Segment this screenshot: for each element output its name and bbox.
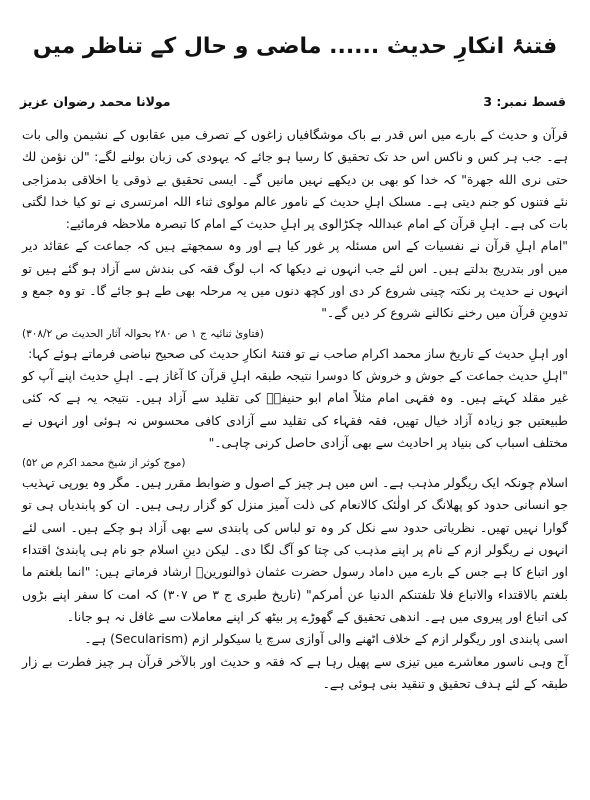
article-meta <box>20 94 566 116</box>
body-paragraph: قرآن و حدیث کے بارے میں اس قدر بے باک موشگافیاں زاغوں کے تصرف میں عقابوں کے نشیمن والی بات ہے۔ جب ہر کس و ناکس اس حد تک تحقیق کا رسیا ہو جائے کہ یہودی کی زبان بولنے لگے: "لن نؤمن لك حتى نرى الله جهرة" کہ خدا کو بھی بن دیکھے نہیں مانیں گے۔ ایسی تحقیق بے ذوقی یا اخلاقی بدمزاجی نئے فتنوں کو جنم دیتی ہے۔ مسلک اہلِ حدیث کے نامور عالم مولوی ثناء اللہ امرتسری نے تو کیا خدا لگتی بات کی ہے۔ اہلِ قرآن کے امام عبداللہ چکڑالوی پر اہلِ حدیث کے امام کا تبصرہ ملاحظہ فرمائیے: <box>22 127 568 232</box>
body-paragraph: اسی پابندی اور ریگولر ازم کے خلاف اٹھنے والی آوازی سرچ یا سیکولر ازم (Secularism) ہے۔ <box>84 631 568 647</box>
body-paragraph: آج وہی ناسور معاشرے میں تیزی سے پھیل رہا ہے کہ فقہ و حدیث اور بالآخر قرآن ہر چیز فطرت بے زار طبقہ کے لئے ہدف تحقیق و تنقید بنی ہوئی ہے۔ <box>22 653 568 691</box>
part-number-label: قسط نمبر: 3 <box>483 94 566 109</box>
citation-reference: (فتاویٰ ثنائیہ ج ۱ ص ۲۸۰ بحوالہ آثار الحدیث ص ۳۰۸/۲) <box>22 327 264 340</box>
citation-reference: (موج کوثر از شیخ محمد اکرم ص ۵۲) <box>22 457 186 470</box>
author-name: مولانا محمد رضوان عزیز <box>20 94 171 109</box>
body-paragraph: اسلام چونکہ ایک ریگولر مذہب ہے۔ اس میں ہر چیز کے اصول و ضوابط مقرر ہیں۔ مگر وہ یورپی تہذیب جو انسانی حدود کو پھلانگ کر اولٰئک کالانعام کی ذلت آمیز منزل کو گزار رہی ہیں۔ ان کو پابندیاں ہی تو گوارا نہیں تھیں۔ نظریاتی حدود سے نکل کر وہ تو لباس کی پابندی سے بھی آزاد ہو چکے ہیں۔ اسی لئے انہوں نے ریگولر ازم کے نام پر اپنے مذہب کی چتا کو آگ لگا دی۔ لیکن دینِ اسلام جو نام ہی پابندیٔ اقتداء اور اتباع کا ہے جس کے بارے میں داماد رسول حضرت عثمان ذوالنورینؓ ارشاد فرماتے ہیں: "انما بلغتم ما بلغتم بالاقتداء والاتباع فلا تلفتنكم الدنيا عن أمركم" (تاریخ طبری ج ۳ ص ۳۰۷) کہ امت کا سفر اپنے بڑوں کی اتباع اور پیروی میں ہے۔ اندھی تحقیق کے گھوڑے پر بیٹھ کر اپنے معاملات سے غافل نہ ہو جانا۔ <box>22 475 568 624</box>
quoted-passage: "اہلِ حدیث جماعت کے جوش و خروش کا دوسرا نتیجہ طبقہ اہلِ قرآن کا آغاز ہے۔ اہلِ حدیث اپنے آپ کو غیر مقلد کہتے ہیں۔ وہ فقہی امام مثلاً امام ابو حنیفہؒ کی تقلید سے آزاد ہیں۔ نتیجہ یہ ہے کہ کئی طبیعتیں جو زیادہ آزاد خیال تھیں، فقہ فقہاء کی تقلید سے آزادی کافی محسوس نہ ہوئی اور انہوں نے مختلف اسباب کی بنیاد پر احادیث سے بھی آزادی حاصل کرنی چاہی۔" <box>22 367 568 450</box>
article-body <box>22 124 568 695</box>
quoted-passage: "امام اہلِ قرآن نے نفسیات کے اس مسئلہ پر غور کیا ہے اور وہ سمجھتے ہیں کہ جماعت کے عقائد دیر میں اور بتدریج بدلتے ہیں۔ اس لئے جب انہوں نے دیکھا کہ اب لوگ فقہ کی بندش سے آزاد ہو گئے ہیں تو انہوں نے حدیث پر نکتہ چینی شروع کر دی اور کچھ دنوں میں یہ مرحلہ بھی طے ہو جائے گا۔ تو وہ جمع و تدوینِ قرآن میں رخنے نکالنے شروع کر دیں گے۔" <box>22 238 568 321</box>
body-paragraph: اور اہلِ حدیث کے تاریخ ساز محمد اکرام صاحب نے تو فتنۂ انکارِ حدیث کی صحیح نباضی فرماتے ہوئے کہا: <box>28 345 568 361</box>
article-title: فتنۂ انکارِ حدیث ...... ماضی و حال کے تناظر میں <box>32 34 558 59</box>
